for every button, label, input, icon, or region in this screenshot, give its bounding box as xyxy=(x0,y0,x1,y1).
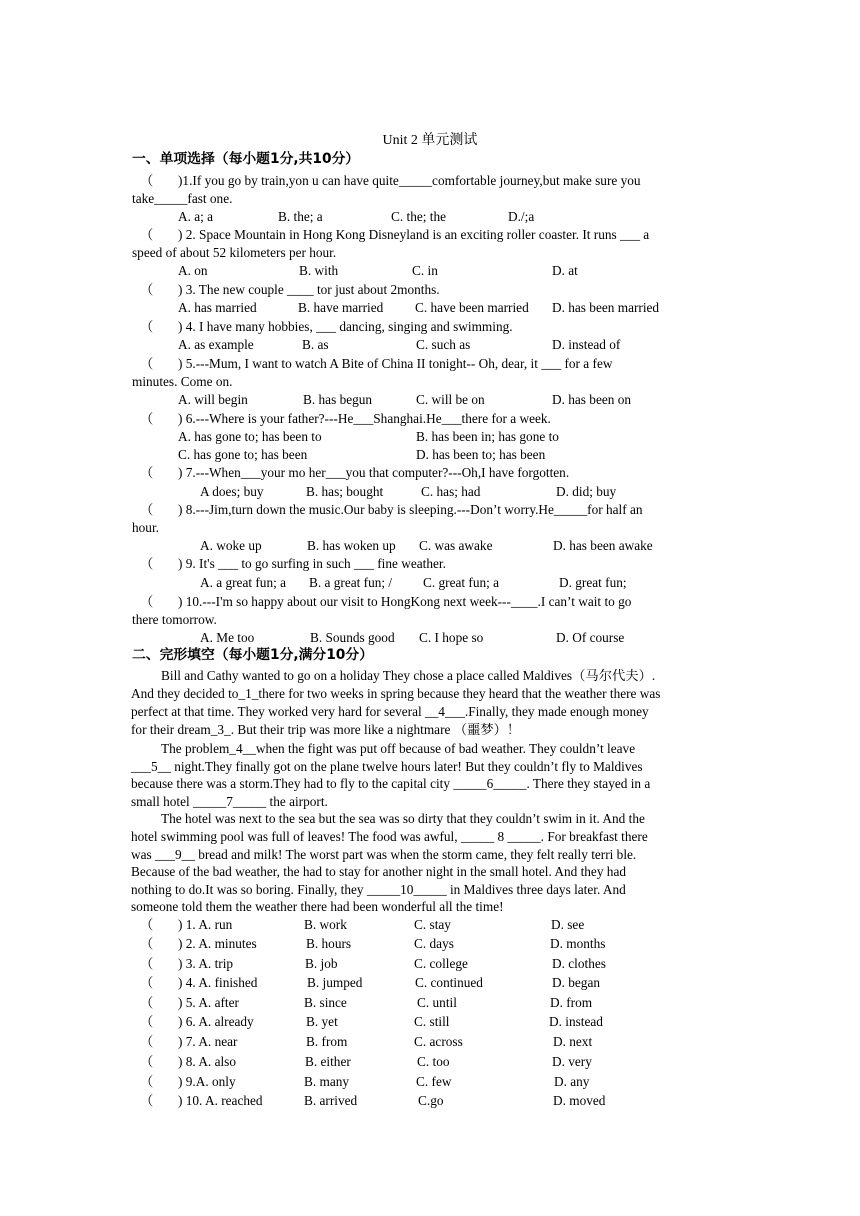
q2-option-b: B. with xyxy=(299,263,339,278)
q10-option-a: A. Me too xyxy=(200,630,255,645)
q2-option-a: A. on xyxy=(178,263,208,278)
cloze6-option-c: C. still xyxy=(414,1014,450,1029)
q10-cont: there tomorrow. xyxy=(132,612,217,627)
cloze4-option-b: B. jumped xyxy=(307,975,363,990)
cloze5-option-c: C. until xyxy=(417,995,457,1010)
passage-p1-line4: for their dream_3_. But their trip was more like a nightmare （噩梦）！ xyxy=(131,722,521,737)
q2-option-c: C. in xyxy=(412,263,438,278)
cloze3-option-d: D. clothes xyxy=(552,956,606,971)
q9-stem: ) 9. It's ___ to go surfing in such ___ fine weather. xyxy=(178,556,446,571)
cloze8-paren: （ xyxy=(140,1054,154,1069)
cloze3-option-b: B. job xyxy=(305,956,338,971)
cloze5-paren: （ xyxy=(140,995,154,1010)
q4-paren: （ xyxy=(140,319,154,334)
passage-p1-line2: And they decided to_1_there for two weeks in spring because they heard that the weather there was xyxy=(131,686,661,701)
cloze8-option-b: B. either xyxy=(305,1054,351,1069)
cloze7-option-d: D. next xyxy=(553,1034,593,1049)
cloze9-option-d: D. any xyxy=(554,1074,590,1089)
passage-p2-line3: because there was a storm.They had to fly to the capital city _____6_____. There they stayed in a xyxy=(131,776,651,791)
passage-p3-line2: hotel swimming pool was full of leaves! The food was awful, _____ 8 _____. For breakfast there xyxy=(131,829,648,844)
passage-p3-line3: was ___9__ bread and milk! The worst part was when the storm came, they felt really terri ble. xyxy=(131,847,637,862)
q8-paren: （ xyxy=(140,502,154,517)
cloze7-paren: （ xyxy=(140,1034,154,1049)
q3-option-a: A. has married xyxy=(178,300,257,315)
q5-cont: minutes. Come on. xyxy=(132,374,233,389)
q6-stem: ) 6.---Where is your father?---He___Shanghai.He___there for a week. xyxy=(178,411,551,426)
cloze1-option-c: C. stay xyxy=(414,917,451,932)
cloze4-option-a: ) 4. A. finished xyxy=(178,975,258,990)
cloze5-option-d: D. from xyxy=(550,995,593,1010)
q5-stem: ) 5.---Mum, I want to watch A Bite of China II tonight-- Oh, dear, it ___ for a few xyxy=(178,356,613,371)
cloze10-option-b: B. arrived xyxy=(304,1093,358,1108)
q1-option-a: A. a; a xyxy=(178,209,214,224)
cloze8-option-d: D. very xyxy=(552,1054,592,1069)
q1-option-b: B. the; a xyxy=(278,209,323,224)
passage-p1-line3: perfect at that time. They worked very hard for several __4___.Finally, they made enough money xyxy=(131,704,649,719)
cloze3-option-c: C. college xyxy=(414,956,468,971)
q1-cont: take_____fast one. xyxy=(132,191,233,206)
q6-option-b: B. has been in; has gone to xyxy=(416,429,559,444)
cloze6-option-b: B. yet xyxy=(306,1014,338,1029)
q4-option-c: C. such as xyxy=(416,337,471,352)
q4-stem: ) 4. I have many hobbies, ___ dancing, singing and swimming. xyxy=(178,319,513,334)
cloze7-option-c: C. across xyxy=(414,1034,463,1049)
cloze10-paren: （ xyxy=(140,1093,154,1108)
q1-option-c: C. the; the xyxy=(391,209,447,224)
q10-stem: ) 10.---I'm so happy about our visit to HongKong next week---____.I can’t wait to go xyxy=(178,594,632,609)
q8-option-a: A. woke up xyxy=(200,538,262,553)
q2-cont: speed of about 52 kilometers per hour. xyxy=(132,245,337,260)
section1-heading: 一、单项选择（每小题1分,共10分） xyxy=(132,151,360,167)
cloze6-option-d: D. instead xyxy=(549,1014,603,1029)
cloze9-option-b: B. many xyxy=(304,1074,350,1089)
cloze9-option-c: C. few xyxy=(416,1074,452,1089)
q8-option-b: B. has woken up xyxy=(307,538,396,553)
q3-option-c: C. have been married xyxy=(415,300,529,315)
cloze10-option-a: ) 10. A. reached xyxy=(178,1093,263,1108)
cloze8-option-c: C. too xyxy=(417,1054,450,1069)
passage-p2-line2: ___5__ night.They finally got on the plane twelve hours later! But they couldn’t fly to Maldives xyxy=(131,759,643,774)
q6-option-c: C. has gone to; has been xyxy=(178,447,308,462)
cloze5-option-b: B. since xyxy=(304,995,347,1010)
q7-stem: ) 7.---When___your mo her___you that computer?---Oh,I have forgotten. xyxy=(178,465,570,480)
cloze1-paren: （ xyxy=(140,917,154,932)
q7-option-b: B. has; bought xyxy=(306,484,384,499)
cloze9-option-a: ) 9.A. only xyxy=(178,1074,236,1089)
q1-option-d: D./;a xyxy=(508,209,535,224)
q5-paren: （ xyxy=(140,356,154,371)
passage-p3-line6: someone told them the weather there had been wonderful all the time! xyxy=(131,899,504,914)
cloze4-paren: （ xyxy=(140,975,154,990)
q6-paren: （ xyxy=(140,411,154,426)
cloze7-option-b: B. from xyxy=(306,1034,348,1049)
q1-stem: )1.If you go by train,yon u can have quite_____comfortable journey,but make sure you xyxy=(178,173,641,188)
q8-option-d: D. has been awake xyxy=(553,538,653,553)
q6-option-d: D. has been to; has been xyxy=(416,447,546,462)
cloze4-option-d: D. began xyxy=(552,975,600,990)
passage-p3-line5: nothing to do.It was so boring. Finally, they _____10_____ in Maldives three days later. And xyxy=(131,882,626,897)
cloze6-option-a: ) 6. A. already xyxy=(178,1014,254,1029)
cloze1-option-a: ) 1. A. run xyxy=(178,917,233,932)
q1-paren: （ xyxy=(140,173,154,188)
q8-stem: ) 8.---Jim,turn down the music.Our baby is sleeping.---Don’t worry.He_____for half an xyxy=(178,502,643,517)
q9-option-d: D. great fun; xyxy=(559,575,627,590)
q7-option-a: A does; buy xyxy=(200,484,264,499)
q10-paren: （ xyxy=(140,594,154,609)
cloze2-option-c: C. days xyxy=(414,936,454,951)
q7-paren: （ xyxy=(140,465,154,480)
q5-option-b: B. has begun xyxy=(303,392,373,407)
cloze3-option-a: ) 3. A. trip xyxy=(178,956,234,971)
section2-heading: 二、完形填空（每小题1分,满分10分） xyxy=(132,647,373,663)
q9-option-c: C. great fun; a xyxy=(423,575,500,590)
cloze2-option-a: ) 2. A. minutes xyxy=(178,936,257,951)
cloze2-option-d: D. months xyxy=(550,936,606,951)
cloze2-paren: （ xyxy=(140,936,154,951)
q4-option-b: B. as xyxy=(302,337,329,352)
q4-option-a: A. as example xyxy=(178,337,254,352)
q7-option-c: C. has; had xyxy=(421,484,481,499)
passage-p2-line1: The problem_4__when the fight was put off because of bad weather. They couldn’t leave xyxy=(161,741,636,756)
q3-option-d: D. has been married xyxy=(552,300,660,315)
q9-option-a: A. a great fun; a xyxy=(200,575,287,590)
q10-option-d: D. Of course xyxy=(556,630,625,645)
q7-option-d: D. did; buy xyxy=(556,484,617,499)
q10-option-c: C. I hope so xyxy=(419,630,484,645)
q8-cont: hour. xyxy=(132,520,159,535)
passage-p1-line1: Bill and Cathy wanted to go on a holiday They chose a place called Maldives（马尔代夫）. xyxy=(161,668,656,683)
cloze2-option-b: B. hours xyxy=(306,936,352,951)
cloze10-option-d: D. moved xyxy=(553,1093,606,1108)
q3-option-b: B. have married xyxy=(298,300,384,315)
q9-option-b: B. a great fun; / xyxy=(309,575,393,590)
cloze10-option-c: C.go xyxy=(418,1093,444,1108)
cloze8-option-a: ) 8. A. also xyxy=(178,1054,236,1069)
q5-option-a: A. will begin xyxy=(178,392,248,407)
cloze5-option-a: ) 5. A. after xyxy=(178,995,239,1010)
cloze9-paren: （ xyxy=(140,1074,154,1089)
passage-p3-line4: Because of the bad weather, the had to stay for another night in the small hotel. And they had xyxy=(131,864,627,879)
passage-p2-line4: small hotel _____7_____ the airport. xyxy=(131,794,328,809)
q2-option-d: D. at xyxy=(552,263,578,278)
q3-paren: （ xyxy=(140,282,154,297)
cloze1-option-d: D. see xyxy=(551,917,585,932)
cloze1-option-b: B. work xyxy=(304,917,347,932)
q5-option-d: D. has been on xyxy=(552,392,632,407)
q5-option-c: C. will be on xyxy=(416,392,485,407)
q2-stem: ) 2. Space Mountain in Hong Kong Disneyland is an exciting roller coaster. It runs ___ a xyxy=(178,227,650,242)
cloze3-paren: （ xyxy=(140,956,154,971)
cloze7-option-a: ) 7. A. near xyxy=(178,1034,238,1049)
q8-option-c: C. was awake xyxy=(419,538,493,553)
q9-paren: （ xyxy=(140,556,154,571)
q3-stem: ) 3. The new couple ____ tor just about 2months. xyxy=(178,282,440,297)
q6-option-a: A. has gone to; has been to xyxy=(178,429,322,444)
q4-option-d: D. instead of xyxy=(552,337,621,352)
q10-option-b: B. Sounds good xyxy=(310,630,395,645)
page-title: Unit 2 单元测试 xyxy=(382,133,478,148)
q2-paren: （ xyxy=(140,227,154,242)
passage-p3-line1: The hotel was next to the sea but the sea was so dirty that they couldn’t swim in it. And the xyxy=(161,811,645,826)
cloze4-option-c: C. continued xyxy=(415,975,483,990)
cloze6-paren: （ xyxy=(140,1014,154,1029)
